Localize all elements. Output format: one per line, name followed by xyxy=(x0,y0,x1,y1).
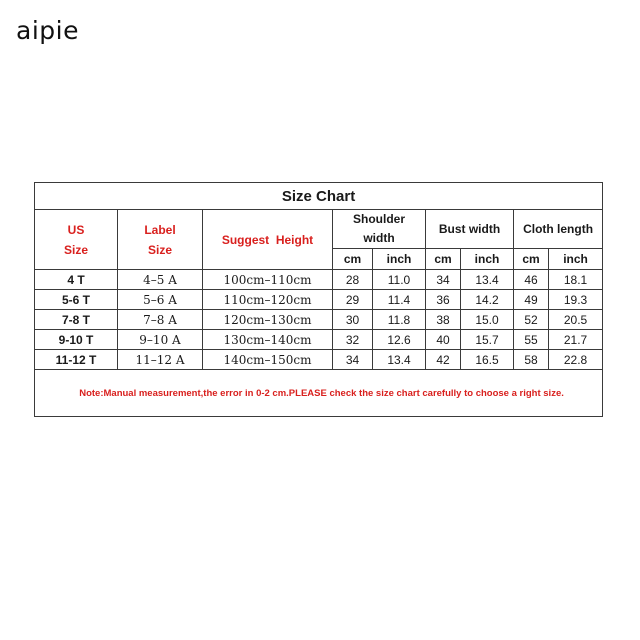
subheader-shoulder-cm: cm xyxy=(333,249,373,270)
cell-bust-inch: 13.4 xyxy=(461,270,514,290)
table-row xyxy=(35,330,603,350)
header-shoulder-width xyxy=(333,210,426,249)
cell-shoulder-cm: 28 xyxy=(333,270,373,290)
header-suggest-height: Suggest Height xyxy=(203,210,333,270)
header-label-size xyxy=(118,210,203,270)
cell-cloth-cm: 58 xyxy=(514,350,549,370)
cell-cloth-inch: 18.1 xyxy=(549,270,603,290)
size-table xyxy=(34,182,603,417)
cell-shoulder-inch: 12.6 xyxy=(373,330,426,350)
cell-suggest-height: 130cm–140cm xyxy=(203,330,333,350)
cell-shoulder-inch: 11.8 xyxy=(373,310,426,330)
measurement-note: Note:Manual measurement,the error in 0-2 cm.PLEASE check the size chart carefully to choose a right size. xyxy=(35,370,603,417)
cell-bust-inch: 15.7 xyxy=(461,330,514,350)
cell-us-size: 4 T xyxy=(35,270,118,290)
cell-bust-cm: 42 xyxy=(426,350,461,370)
cell-bust-inch: 14.2 xyxy=(461,290,514,310)
cell-label-size: 5–6 A xyxy=(118,290,203,310)
header-label-line2: Size xyxy=(147,242,172,257)
cell-label-size: 7–8 A xyxy=(118,310,203,330)
table-row xyxy=(35,310,603,330)
cell-cloth-cm: 46 xyxy=(514,270,549,290)
header-shoulder-line2: width xyxy=(363,231,395,245)
cell-cloth-cm: 52 xyxy=(514,310,549,330)
subheader-shoulder-inch: inch xyxy=(373,249,426,270)
cell-cloth-cm: 49 xyxy=(514,290,549,310)
table-row xyxy=(35,270,603,290)
cell-suggest-height: 100cm–110cm xyxy=(203,270,333,290)
cell-cloth-inch: 20.5 xyxy=(549,310,603,330)
header-us-line1: US xyxy=(67,222,85,237)
cell-bust-cm: 36 xyxy=(426,290,461,310)
subheader-cloth-inch: inch xyxy=(549,249,603,270)
header-cloth-length: Cloth length xyxy=(514,210,603,249)
cell-shoulder-cm: 34 xyxy=(333,350,373,370)
subheader-bust-inch: inch xyxy=(461,249,514,270)
subheader-bust-cm: cm xyxy=(426,249,461,270)
cell-label-size: 11–12 A xyxy=(118,350,203,370)
size-chart xyxy=(34,182,602,417)
cell-shoulder-inch: 13.4 xyxy=(373,350,426,370)
cell-shoulder-cm: 30 xyxy=(333,310,373,330)
cell-bust-inch: 16.5 xyxy=(461,350,514,370)
cell-bust-inch: 15.0 xyxy=(461,310,514,330)
cell-suggest-height: 140cm–150cm xyxy=(203,350,333,370)
cell-bust-cm: 40 xyxy=(426,330,461,350)
table-title: Size Chart xyxy=(35,183,603,210)
cell-cloth-inch: 22.8 xyxy=(549,350,603,370)
table-row xyxy=(35,290,603,310)
cell-bust-cm: 34 xyxy=(426,270,461,290)
cell-cloth-inch: 21.7 xyxy=(549,330,603,350)
cell-bust-cm: 38 xyxy=(426,310,461,330)
cell-us-size: 7-8 T xyxy=(35,310,118,330)
header-us-size xyxy=(35,210,118,270)
cell-shoulder-inch: 11.0 xyxy=(373,270,426,290)
cell-shoulder-inch: 11.4 xyxy=(373,290,426,310)
brand-logo: aipie xyxy=(16,16,79,45)
subheader-cloth-cm: cm xyxy=(514,249,549,270)
cell-shoulder-cm: 29 xyxy=(333,290,373,310)
cell-cloth-cm: 55 xyxy=(514,330,549,350)
header-label-line1: Label xyxy=(144,222,176,237)
cell-us-size: 9-10 T xyxy=(35,330,118,350)
table-row xyxy=(35,350,603,370)
header-us-line2: Size xyxy=(63,242,88,257)
header-bust-width: Bust width xyxy=(426,210,514,249)
cell-suggest-height: 120cm–130cm xyxy=(203,310,333,330)
cell-suggest-height: 110cm–120cm xyxy=(203,290,333,310)
cell-us-size: 11-12 T xyxy=(35,350,118,370)
cell-label-size: 4–5 A xyxy=(118,270,203,290)
cell-shoulder-cm: 32 xyxy=(333,330,373,350)
header-shoulder-line1: Shoulder xyxy=(352,212,405,226)
cell-us-size: 5-6 T xyxy=(35,290,118,310)
cell-cloth-inch: 19.3 xyxy=(549,290,603,310)
cell-label-size: 9–10 A xyxy=(118,330,203,350)
